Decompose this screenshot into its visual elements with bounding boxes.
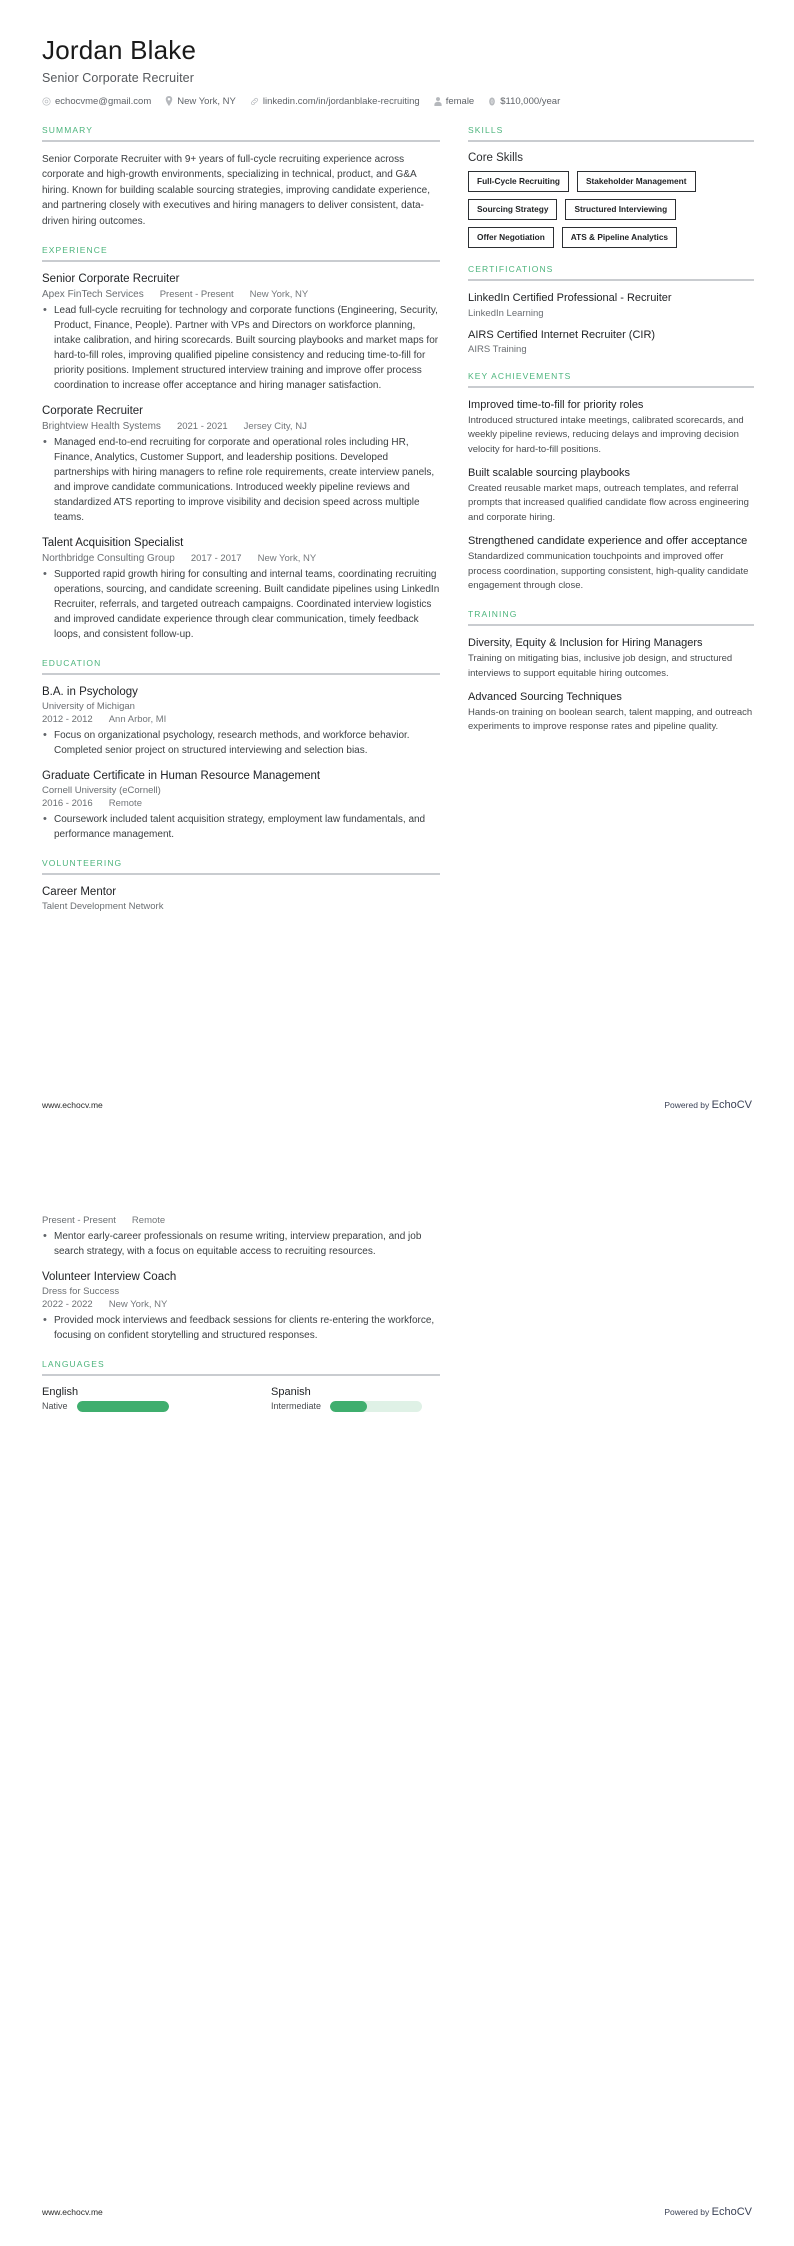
skills-group-label: Core Skills <box>468 151 523 164</box>
section-title-education: EDUCATION <box>42 658 102 669</box>
footer-url[interactable]: www.echocv.me <box>42 2207 103 2217</box>
language-proficiency-fill <box>330 1401 367 1412</box>
volunteering-dates: 2022 - 2022 <box>42 1298 93 1310</box>
volunteering-role: Volunteer Interview Coach <box>42 1271 177 1283</box>
language-item <box>42 1386 211 1412</box>
education-degree: Graduate Certificate in Human Resource Management <box>42 770 321 783</box>
section-volunteering <box>42 858 440 912</box>
education-bullets <box>42 812 440 842</box>
education-bullets <box>42 728 440 758</box>
section-languages <box>42 1359 440 1412</box>
section-title-skills: SKILLS <box>468 124 504 135</box>
language-level: Native <box>42 1401 68 1412</box>
experience-role: Senior Corporate Recruiter <box>42 273 180 286</box>
experience-entry <box>42 536 440 642</box>
experience-bullets <box>42 435 440 525</box>
education-dates: 2016 - 2016 <box>42 798 93 810</box>
location-icon <box>165 96 173 106</box>
achievement-item <box>468 534 754 593</box>
experience-role: Corporate Recruiter <box>42 405 143 418</box>
section-divider <box>42 673 440 675</box>
experience-entry <box>42 272 440 393</box>
language-list <box>42 1386 440 1412</box>
contact-row <box>42 96 752 107</box>
contact-linkedin[interactable] <box>250 96 420 107</box>
volunteering-meta <box>42 1299 440 1310</box>
page-footer <box>42 2206 752 2218</box>
language-level-row <box>42 1401 211 1412</box>
list-item: • Supported rapid growth hiring for consulting and internal teams, coordinating recruiting operations, sourcing, and candidate screening. Built candidate pipelines using LinkedIn Recruiter, referrals, and targeted outreach campaigns. Coordinated interview logistics and improved candidate experience through clear communication, timely feedback loops, and consistent follow-up. <box>42 567 440 642</box>
volunteering-meta <box>42 1215 440 1226</box>
language-name: Spanish <box>271 1385 311 1398</box>
language-proficiency-bar <box>330 1401 422 1412</box>
section-experience <box>42 245 440 642</box>
contact-linkedin-text: linkedin.com/in/jordanblake-recruiting <box>262 95 420 107</box>
language-name: English <box>42 1385 79 1398</box>
language-proficiency-bar <box>77 1401 169 1412</box>
experience-entry <box>42 404 440 525</box>
education-meta <box>42 714 440 725</box>
footer-brand <box>664 2206 752 2218</box>
experience-org: Apex FinTech Services <box>42 289 144 301</box>
section-key-achievements <box>468 371 754 593</box>
achievement-name: Improved time-to-fill for priority roles <box>468 398 644 411</box>
volunteering-org: Talent Development Network <box>42 901 164 913</box>
footer-brand-name: EchoCV <box>711 1099 752 1111</box>
language-proficiency-fill <box>77 1401 169 1412</box>
section-divider <box>468 140 754 142</box>
education-location: Ann Arbor, MI <box>108 714 167 726</box>
achievement-body: Created reusable market maps, outreach templates, and referral prompts that increased qualified candidate flow across engineering and corporate hiring. <box>468 483 749 523</box>
experience-location: Jersey City, NJ <box>243 421 307 433</box>
page-footer <box>42 1099 752 1111</box>
education-entry <box>42 685 440 758</box>
certification-name: LinkedIn Certified Professional - Recruiter <box>468 292 672 305</box>
contact-gender-text: female <box>445 95 475 107</box>
certification-issuer: AIRS Training <box>468 343 527 355</box>
certification-issuer: LinkedIn Learning <box>468 307 544 319</box>
achievement-body: Standardized communication touchpoints and improved offer process coordination, supporting consistent, high-quality candidate engagement through close. <box>468 551 749 591</box>
resume-header <box>42 36 752 107</box>
footer-brand <box>664 1099 752 1111</box>
skill-chip: Offer Negotiation <box>468 227 554 248</box>
volunteering-entry <box>42 885 440 912</box>
skill-chip: Sourcing Strategy <box>468 199 557 220</box>
list-item: • Provided mock interviews and feedback sessions for clients re-entering the workforce, focusing on confident storytelling and structured responses. <box>42 1313 440 1343</box>
link-icon <box>250 97 259 106</box>
summary-text: Senior Corporate Recruiter with 9+ years of full-cycle recruiting experience across corporate and high-growth environments, specializing in technical, product, and G&A hiring. Known for building scalable sourcing strategies, improving candidate experience, and partnering closely with executives and hiring managers to deliver consistent, data-driven hiring outcomes. <box>42 153 430 227</box>
experience-bullets <box>42 303 440 393</box>
section-summary <box>42 125 440 230</box>
contact-email[interactable] <box>42 96 151 107</box>
email-icon <box>42 97 51 106</box>
education-degree: B.A. in Psychology <box>42 686 138 699</box>
section-divider <box>468 279 754 281</box>
education-school: University of Michigan <box>42 701 135 713</box>
achievement-name: Strengthened candidate experience and offer acceptance <box>468 534 748 547</box>
right-column <box>468 125 754 751</box>
section-divider <box>468 386 754 388</box>
section-title-key-achievements: KEY ACHIEVEMENTS <box>468 370 572 381</box>
experience-location: New York, NY <box>257 553 317 565</box>
footer-powered-label: Powered by <box>664 2207 712 2217</box>
achievement-item <box>468 466 754 525</box>
section-title-certifications: CERTIFICATIONS <box>468 264 554 275</box>
education-school: Cornell University (eCornell) <box>42 785 161 797</box>
achievement-body: Introduced structured intake meetings, calibrated scorecards, and weekly pipeline reviews, reducing delays and improving decision velocity for hard-to-fill positions. <box>468 415 744 455</box>
skill-chip: Stakeholder Management <box>577 171 696 192</box>
education-entry <box>42 769 440 842</box>
experience-dates: 2017 - 2017 <box>190 553 242 565</box>
achievement-name: Built scalable sourcing playbooks <box>468 466 631 479</box>
experience-location: New York, NY <box>249 289 309 301</box>
footer-brand-name: EchoCV <box>711 2206 752 2218</box>
list-item: • Coursework included talent acquisition strategy, employment law fundamentals, and performance management. <box>42 812 440 842</box>
language-item <box>271 1386 440 1412</box>
contact-salary-text: $110,000/year <box>500 95 561 107</box>
list-item: • Mentor early-career professionals on resume writing, interview preparation, and job search strategy, with a focus on equitable access to recruiting resources. <box>42 1229 440 1259</box>
section-skills <box>468 125 754 248</box>
experience-meta <box>42 553 440 564</box>
skill-chip-list <box>468 171 754 248</box>
experience-org: Brightview Health Systems <box>42 421 161 433</box>
volunteering-bullets <box>42 1229 440 1259</box>
training-item <box>468 636 754 681</box>
contact-location-text: New York, NY <box>177 95 236 107</box>
left-column-page2 <box>42 1213 440 1428</box>
education-location: Remote <box>108 798 142 810</box>
contact-gender <box>434 96 475 107</box>
footer-powered-label: Powered by <box>664 1100 712 1110</box>
language-level-row <box>271 1401 440 1412</box>
candidate-name: Jordan Blake <box>42 35 197 65</box>
volunteering-org: Dress for Success <box>42 1285 120 1297</box>
section-title-volunteering: VOLUNTEERING <box>42 858 123 869</box>
section-title-experience: EXPERIENCE <box>42 245 108 256</box>
salary-icon <box>488 97 496 106</box>
volunteering-location: New York, NY <box>108 1298 168 1310</box>
contact-location <box>165 96 236 107</box>
section-volunteering-continued <box>42 1215 440 1343</box>
education-meta <box>42 798 440 809</box>
experience-role: Talent Acquisition Specialist <box>42 537 184 550</box>
volunteering-entry <box>42 1270 440 1343</box>
contact-email-text: echocvme@gmail.com <box>55 95 152 107</box>
svg-text:0: 0 <box>490 99 494 106</box>
training-name: Advanced Sourcing Techniques <box>468 690 622 703</box>
certification-item <box>468 328 754 355</box>
achievement-item <box>468 398 754 457</box>
contact-salary <box>488 96 560 107</box>
footer-url[interactable]: www.echocv.me <box>42 1100 103 1110</box>
section-certifications <box>468 264 754 355</box>
section-education <box>42 658 440 842</box>
experience-dates: Present - Present <box>159 289 234 301</box>
volunteering-dates: Present - Present <box>42 1215 116 1226</box>
training-item <box>468 690 754 735</box>
section-divider <box>42 260 440 262</box>
resume-page-2 <box>0 1123 794 2246</box>
certification-item <box>468 291 754 318</box>
section-divider <box>42 140 440 142</box>
skill-chip: ATS & Pipeline Analytics <box>562 227 677 248</box>
section-divider <box>42 1374 440 1376</box>
section-title-summary: SUMMARY <box>42 124 93 135</box>
section-title-languages: LANGUAGES <box>42 1358 105 1369</box>
section-divider <box>468 624 754 626</box>
experience-bullets <box>42 567 440 642</box>
experience-meta <box>42 421 440 432</box>
section-training <box>468 609 754 735</box>
experience-meta <box>42 289 440 300</box>
list-item: • Lead full-cycle recruiting for technology and corporate functions (Engineering, Security, Product, Finance, People). Partner with VPs and Directors on workforce planning, intake calibration, and hiring scorecards. Built sourcing playbooks and market maps for hard-to-fill roles, improving qualified pipeline consistency and reducing time-to-fill for priority positions. Implement structured interview training and improve offer process coordination to increase offer acceptance and hiring manager satisfaction. <box>42 303 440 393</box>
section-title-training: TRAINING <box>468 609 518 619</box>
volunteering-bullets <box>42 1313 440 1343</box>
training-name: Diversity, Equity & Inclusion for Hiring Managers <box>468 637 703 649</box>
section-divider <box>42 873 440 875</box>
person-icon <box>434 97 442 106</box>
experience-org: Northbridge Consulting Group <box>42 553 175 565</box>
training-body: Training on mitigating bias, inclusive job design, and structured interviews to support equitable hiring outcomes. <box>468 653 733 679</box>
training-body: Hands-on training on boolean search, talent mapping, and outreach experiments to improve response rates and pipeline quality. <box>468 707 753 733</box>
education-dates: 2012 - 2012 <box>42 714 93 726</box>
experience-dates: 2021 - 2021 <box>176 421 228 433</box>
volunteering-entry <box>42 1215 440 1259</box>
skill-chip: Full-Cycle Recruiting <box>468 171 569 192</box>
list-item: • Managed end-to-end recruiting for corporate and operational roles including HR, Finance, Analytics, Customer Support, and leadership positions. Developed partnerships with hiring managers to refine role requirements, create interview panels, and improve candidate communications. Introduced weekly pipeline reviews and standardized ATS reporting to improve visibility and decision speed across multiple teams. <box>42 435 440 525</box>
skill-chip: Structured Interviewing <box>565 199 676 220</box>
list-item: • Focus on organizational psychology, research methods, and workforce behavior. Completed senior project on structured interviewing and selection bias. <box>42 728 440 758</box>
volunteering-location: Remote <box>131 1215 166 1226</box>
left-column <box>42 125 440 928</box>
language-level: Intermediate <box>271 1401 322 1412</box>
certification-name: AIRS Certified Internet Recruiter (CIR) <box>468 328 656 341</box>
volunteering-role: Career Mentor <box>42 886 117 899</box>
candidate-headline: Senior Corporate Recruiter <box>42 70 194 85</box>
